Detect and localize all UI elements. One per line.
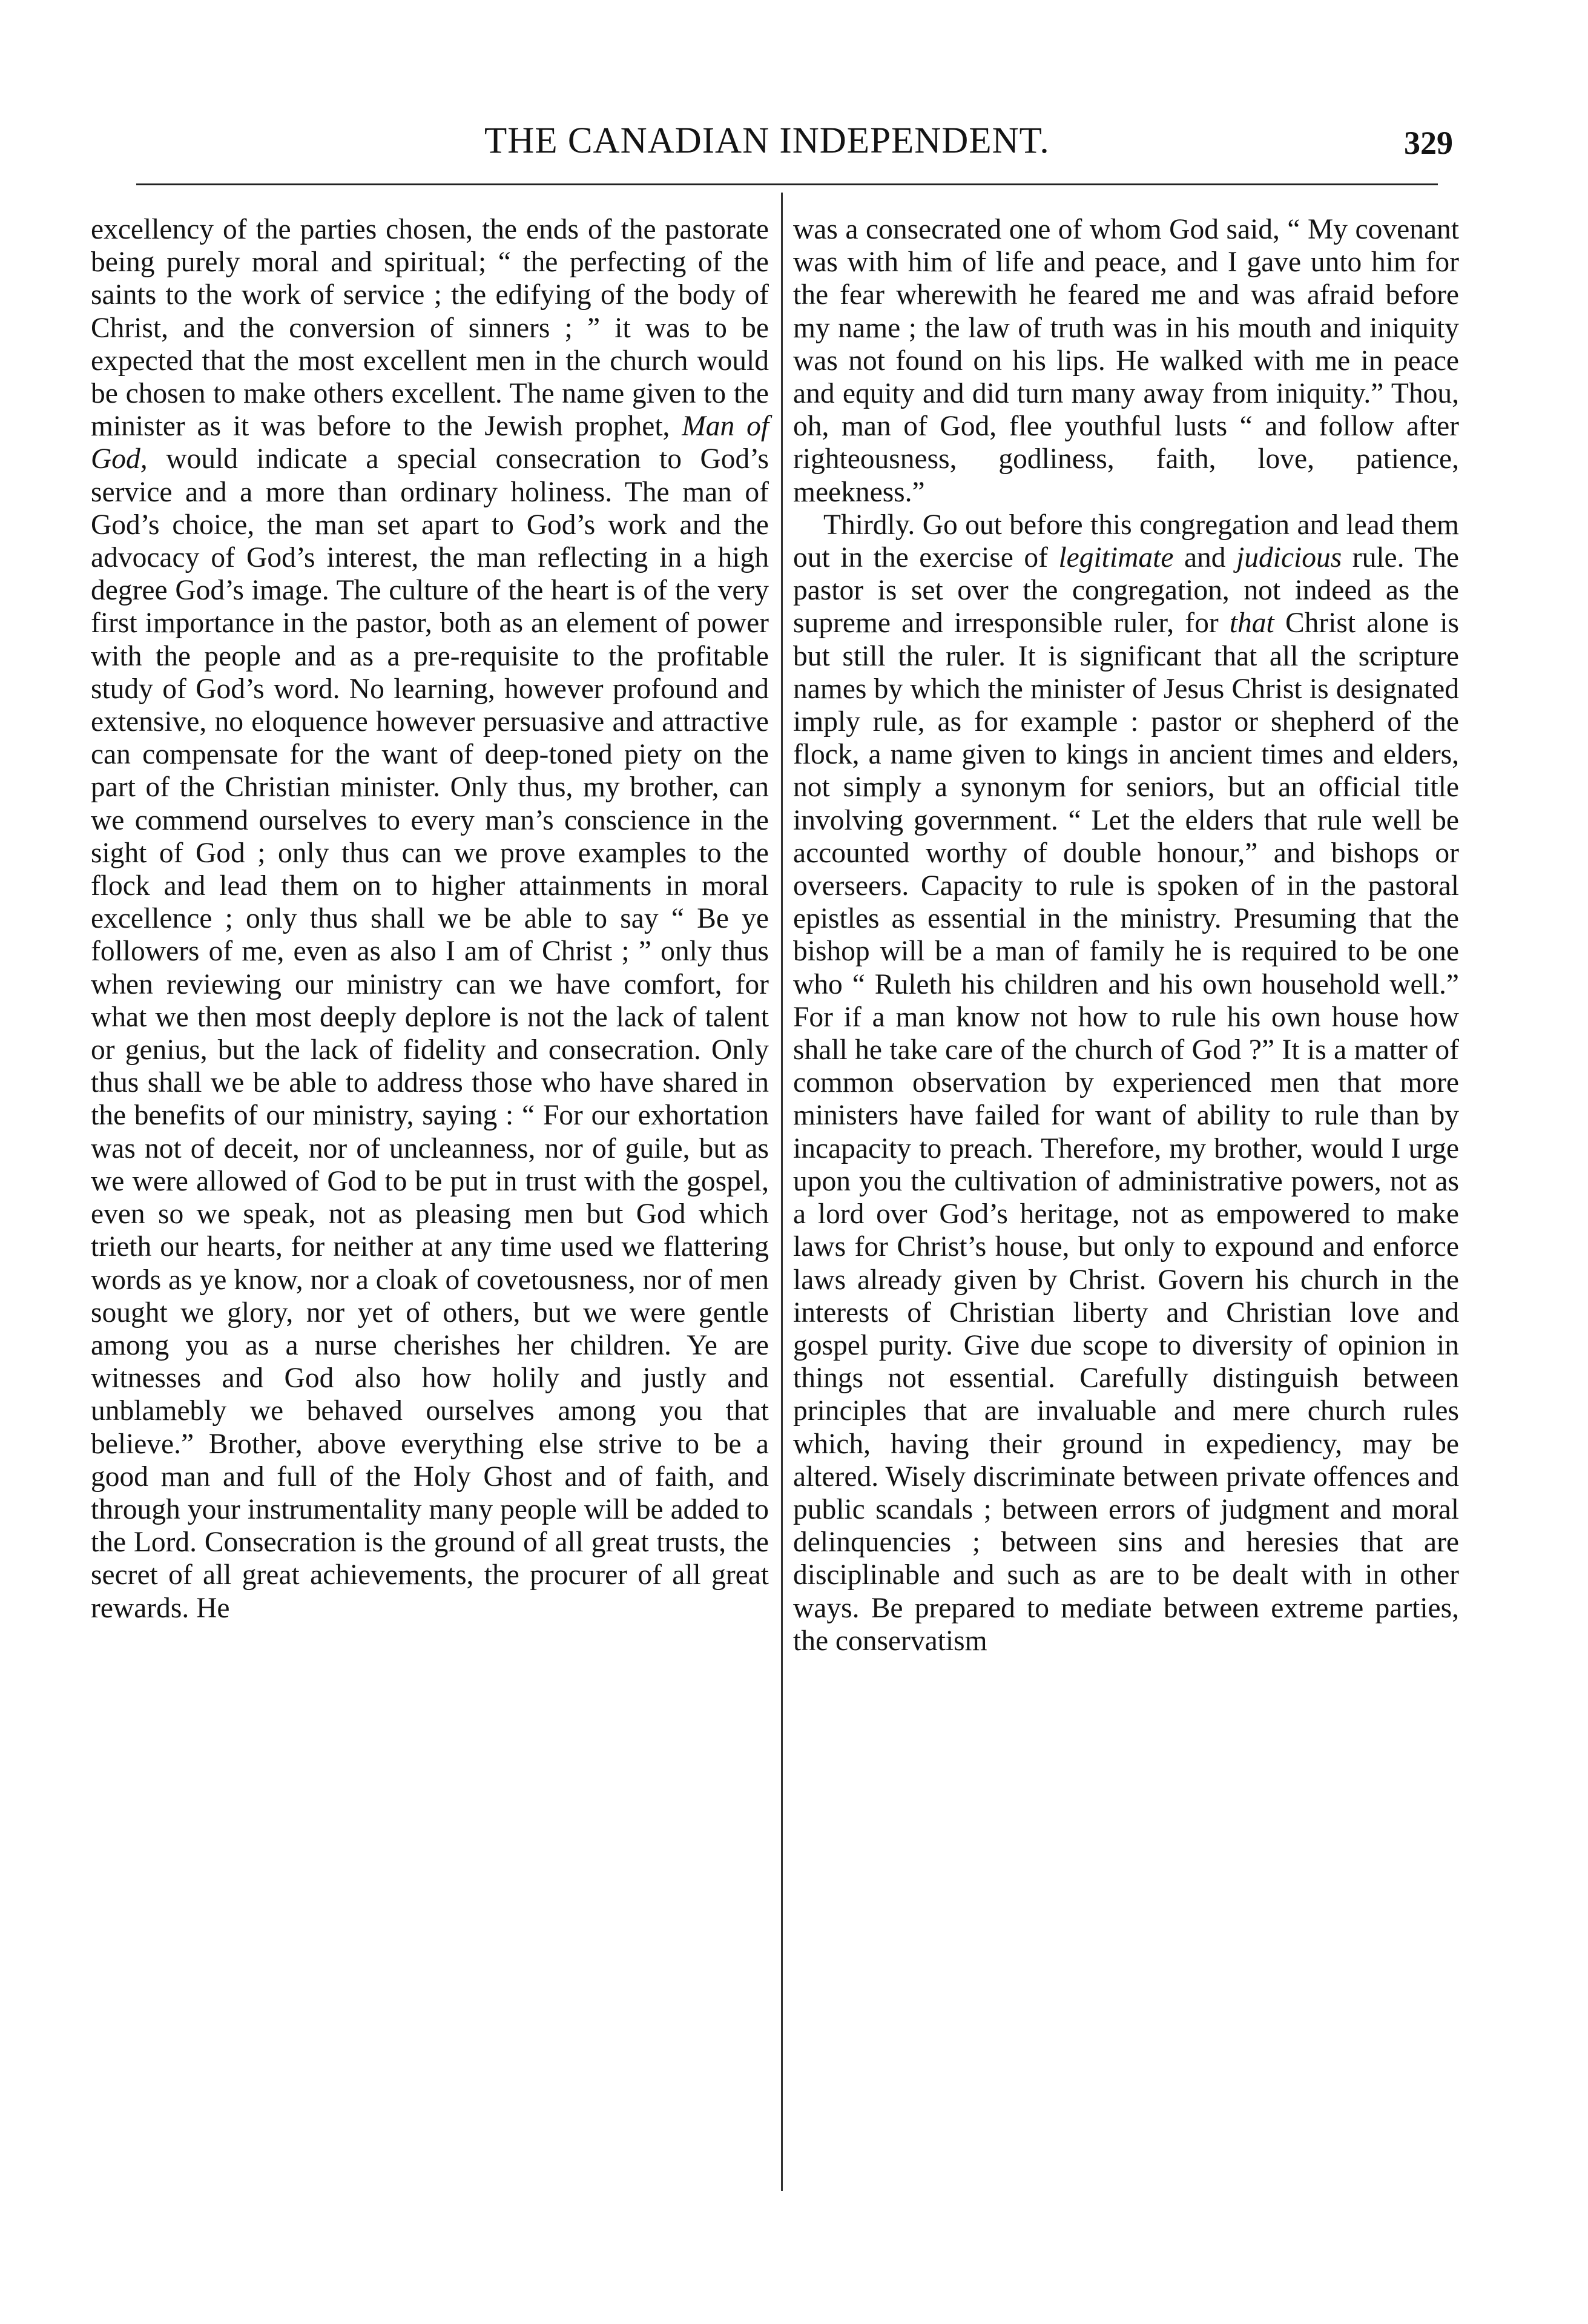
running-title: THE CANADIAN INDEPENDENT.	[484, 120, 1050, 161]
column-divider	[781, 193, 783, 2191]
right-paragraph-2	[793, 509, 1459, 1657]
text-run: excellency of the parties chosen, the ends of the pastorate being purely moral and spiritual; “ the perfecting of the saints to the work of service ; the edifying of the body of Christ, and the conversion of sinners ; ” it was to be expected that the most excellent men in the church would be chosen to make others excellent. The name given to the minister as it was before to the Jewish prophet,	[91, 214, 769, 443]
italic-run: judicious	[1236, 542, 1342, 574]
right-paragraph-1: was a consecrated one of whom God said, “ My covenant was with him of life and peace, and I gave unto him for the fear wherewith he feared me and was afraid before my name ; the law of truth was in his mouth and iniquity was not found on his lips. He walked with me in peace and equity and did turn many away from iniquity.” Thou, oh, man of God, flee youthful lusts “ and follow after righteousness, godliness, faith, love, patience, meekness.”	[793, 214, 1459, 508]
italic-run: that	[1229, 607, 1274, 639]
text-run: Thirdly. Go out before this congregation and lead them out in the exercise of	[793, 509, 1459, 574]
text-run: and	[1173, 542, 1237, 574]
text-run: Christ alone is but still the ruler. It is significant that all the scripture names by which the minister of Jesus Christ is designated imply rule, as for example : pastor or shepherd of the flock, a name given to kings in ancient times and elders, not simply a synonym for seniors, but an official title involving government. “ Let the elders that rule well be accounted worthy of double honour,” and bishops or overseers. Capacity to rule is spoken of in the pastoral epistles as essential in the ministry. Presuming that the bishop will be a man of family he is required to be one who “ Ruleth his children and his own household well.” For if a man know not how to rule his own house how shall he take care of the church of God ?” It is a matter of common observation by experienced men that more ministers have failed for want of ability to rule than by incapacity to preach. Therefore, my brother, would I urge upon you the cultivation of administrative powers, not as a lord over God’s heritage, not as empowered to make laws for Christ’s house, but only to expound and enforce laws already given by Christ. Govern his church in the interests of Christian liberty and Christian love and gospel purity. Give due scope to diversity of opinion in things not essential. Carefully distinguish between principles that are invaluable and mere church rules which, having their ground in expediency, may be altered. Wisely discriminate between private offences and public scandals ; between errors of judgment and moral delinquencies ; between sins and heresies that are disciplinable and such as are to be dealt with in other ways. Be prepared to mediate between extreme parties, the conservatism	[793, 607, 1459, 1657]
running-header	[91, 109, 1453, 176]
italic-run: Man of God,	[91, 411, 769, 475]
left-paragraph	[91, 213, 769, 1625]
left-column	[91, 213, 769, 1625]
header-rule	[136, 183, 1438, 185]
italic-run: legitimate	[1058, 542, 1174, 574]
page-number: 329	[1404, 125, 1453, 161]
text-run: would indicate a special consecration to God’s service and a more than ordinary holiness. The man of God’s choice, the man set apart to God’s work and the advocacy of God’s interest, the man reflecting in a high degree God’s image. The culture of the heart is of the very first importance in the pastor, both as an element of power with the people and as a pre-requisite to the profitable study of God’s word. No learning, however profound and extensive, no eloquence however persuasive and attractive can compensate for the want of deep-toned piety on the part of the Christian minister. Only thus, my brother, can we commend ourselves to every man’s conscience in the sight of God ; only thus can we prove examples to the flock and lead them on to higher attainments in moral excellence ; only thus shall we be able to say “ Be ye followers of me, even as also I am of Christ ; ” only thus when reviewing our ministry can we have comfort, for what we then most deeply deplore is not the lack of talent or genius, but the lack of fidelity and consecration. Only thus shall we be able to address those who have shared in the benefits of our ministry, saying : “ For our exhortation was not of deceit, nor of uncleanness, nor of guile, but as we were allowed of God to be put in trust with the gospel, even so we speak, not as pleasing men but God which trieth our hearts, for neither at any time used we flattering words as ye know, nor a cloak of covetousness, nor of men sought we glory, nor yet of others, but we were gentle among you as a nurse cherishes her children. Ye are witnesses and God also how holily and justly and unblamebly we behaved ourselves among you that believe.” Brother, above everything else strive to be a good man and full of the Holy Ghost and of faith, and through your instrumentality many people will be added to the Lord. Consecration is the ground of all great trusts, the secret of all great achievements, the procurer of all great rewards. He	[91, 443, 769, 1624]
right-column	[793, 213, 1459, 1657]
text-run: rule. The pastor is set over the congregation, not indeed as the supreme and irresponsible ruler, for	[793, 542, 1459, 639]
